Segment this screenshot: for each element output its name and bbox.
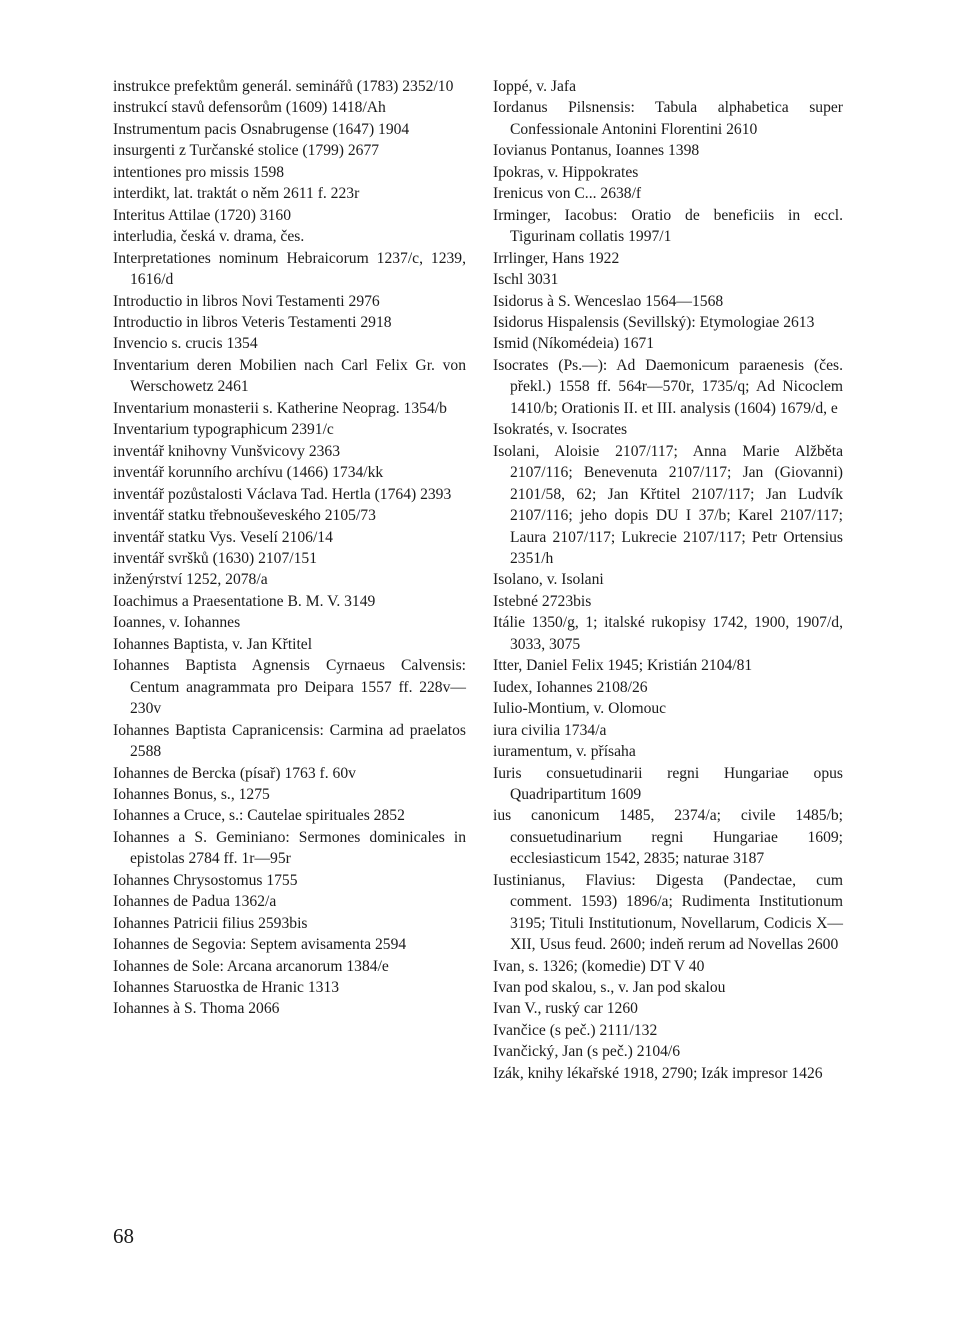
index-entry: Ivančický, Jan (s peč.) 2104/6 [493,1043,681,1061]
index-entry: iura civilia 1734/a [493,721,607,739]
index-entry: Izák, knihy lékařské 1918, 2790; Izák impresor 1426 [493,1064,823,1082]
index-entry: Iuris consuetudinarii regni Hungariae opus Quadripartitum 1609 [493,764,843,803]
index-entry: Ioannes, v. Iohannes [113,614,241,632]
index-entry: Inventarium monasterii s. Katherine Neoprag. 1354/b [113,399,447,417]
index-entry: Irminger, Iacobus: Oratio de beneficiis in eccl. Tigurinam collatis 1997/1 [493,206,843,246]
index-entry: iuramentum, v. přísaha [493,743,636,761]
index-entry: Iohannes Baptista, v. Jan Křtitel [113,635,313,653]
index-entry: inventář pozůstalosti Václava Tad. Hertla (1764) 2393 [113,485,452,503]
index-entry: Iohannes a Cruce, s.: Cautelae spirituales 2852 [113,807,405,825]
index-entry: Irrlinger, Hans 1922 [493,249,620,267]
index-entry: Ischl 3031 [493,271,559,289]
right-index-column [493,76,843,1084]
index-entry: Iustinianus, Flavius: Digesta (Pandectae, cum comment. 1593) 1896/a; Rudimenta Institutionum 3195; Tituli Institutionum, Novellarum, Codicis X—XII, Usus feud. 2600; indeň rerum ad Novellas 2600 [493,871,843,954]
index-entry: Instrumentum pacis Osnabrugense (1647) 1904 [113,120,410,138]
index-entry: Ipokras, v. Hippokrates [493,163,639,181]
index-entry: Iudex, Iohannes 2108/26 [493,678,648,696]
page-number: 68 [113,1224,134,1248]
index-entry: instrukce prefektům generál. seminářů (1783) 2352/10 [113,78,454,95]
index-entry: Iohannes de Bercka (písař) 1763 f. 60v [113,764,356,782]
index-entry: Ivan V., ruský car 1260 [493,1000,638,1018]
index-entry: Ioppé, v. Jafa [493,78,576,95]
index-entry: Itter, Daniel Felix 1945; Kristián 2104/81 [493,657,753,675]
index-entry: Isidorus à S. Wenceslao 1564—1568 [493,292,724,310]
index-entry: Isidorus Hispalensis (Sevillský): Etymologiae 2613 [493,313,815,331]
index-entry: Iohannes Staruostka de Hranic 1313 [113,979,340,997]
index-entry: instrukcí stavů defensorům (1609) 1418/Ah [113,99,386,117]
index-entry: Isolani, Aloisie 2107/117; Anna Marie Alžběta 2107/116; Benevenuta 2107/117; Jan (Giovanni) 2101/58, 62; Jan Křtitel 2107/117; Jan Ludvík 2107/116; jeho dopis DU I 37/b; Karel 2107/117; Laura 2107/117; Lukrecie 2107/117; Petr Ortensius 2351/h [493,442,843,567]
index-entry: Ivančice (s peč.) 2111/132 [493,1021,658,1039]
index-entry: Iovianus Pontanus, Ioannes 1398 [493,142,700,160]
index-entry: Ioachimus a Praesentatione B. M. V. 3149 [113,592,376,610]
index-entry: Isolano, v. Isolani [493,571,604,589]
index-entry: inventář statku Vys. Veselí 2106/14 [113,528,333,546]
index-entry: interdikt, lat. traktát o něm 2611 f. 223r [113,185,360,203]
index-entry: Iohannes Bonus, s., 1275 [113,785,270,803]
index-entry: Iulio-Montium, v. Olomouc [493,700,667,718]
index-entry: ius canonicum 1485, 2374/a; civile 1485/b; consuetudinarium regni Hungariae 1609; ecclesiasticum 1542, 2835; naturae 3187 [493,807,843,868]
index-entry: Istebné 2723bis [493,592,592,610]
index-entry: Irenicus von C... 2638/f [493,185,642,203]
index-entry: Itálie 1350/g, 1; italské rukopisy 1742, 1900, 1907/d, 3033, 3075 [493,614,843,653]
index-entry: Ismid (Níkomédeia) 1671 [493,335,655,353]
index-entry: inventář korunního archívu (1466) 1734/kk [113,464,384,482]
index-entry: Introductio in libros Novi Testamenti 2976 [113,292,380,310]
index-entry: intentiones pro missis 1598 [113,163,285,181]
index-entry: Isocrates (Ps.—): Ad Daemonicum paraenesis (čes. překl.) 1558 ff. 564r—570r, 1735/q; Ad Nicoclem 1410/b; Orationis II. et III. analysis (1604) 1679/d, e [493,356,843,417]
index-entry: Iohannes de Segovia: Septem avisamenta 2594 [113,936,407,954]
index-entry: Ivan pod skalou, s., v. Jan pod skalou [493,979,726,997]
index-entry: Iordanus Pilsnensis: Tabula alphabetica super Confessionale Antonini Florentini 2610 [493,99,843,138]
index-entry: Iohannes a S. Geminiano: Sermones dominicales in epistolas 2784 ff. 1r—95r [113,828,466,868]
index-entry: inženýrství 1252, 2078/a [113,571,268,589]
index-entry: Invencio s. crucis 1354 [113,335,258,353]
index-entry: Inventarium typographicum 2391/c [113,421,334,439]
index-entry: insurgenti z Turčanské stolice (1799) 2677 [113,142,380,160]
index-entry: Iohannes Patricii filius 2593bis [113,914,308,932]
index-entry: Iohannes Baptista Agnensis Cyrnaeus Calvensis: Centum anagrammata pro Deipara 1557 ff. 228v—230v [113,657,466,718]
index-entry: inventář svršků (1630) 2107/151 [113,549,317,567]
index-entry: Ivan, s. 1326; (komedie) DT V 40 [493,957,705,975]
index-entry: Interpretationes nominum Hebraicorum 1237/c, 1239, 1616/d [113,249,466,289]
left-index-column [113,76,466,1020]
index-entry: Introductio in libros Veteris Testamenti 2918 [113,313,392,331]
index-entry: inventář statku třebnouševeského 2105/73 [113,507,376,525]
index-entry: Iohannes Baptista Capranicensis: Carmina ad praelatos 2588 [113,721,466,761]
index-entry: Isokratés, v. Isocrates [493,421,628,439]
index-entry: interludia, česká v. drama, čes. [113,228,305,246]
index-entry: Iohannes de Padua 1362/a [113,893,277,911]
index-entry: Iohannes de Sole: Arcana arcanorum 1384/e [113,957,389,975]
index-entry: inventář knihovny Vunšvicovy 2363 [113,442,341,460]
index-entry: Iohannes à S. Thoma 2066 [113,1000,280,1018]
index-entry: Interitus Attilae (1720) 3160 [113,206,291,224]
index-entry: Iohannes Chrysostomus 1755 [113,871,298,889]
index-entry: Inventarium deren Mobilien nach Carl Felix Gr. von Werschowetz 2461 [113,356,466,396]
